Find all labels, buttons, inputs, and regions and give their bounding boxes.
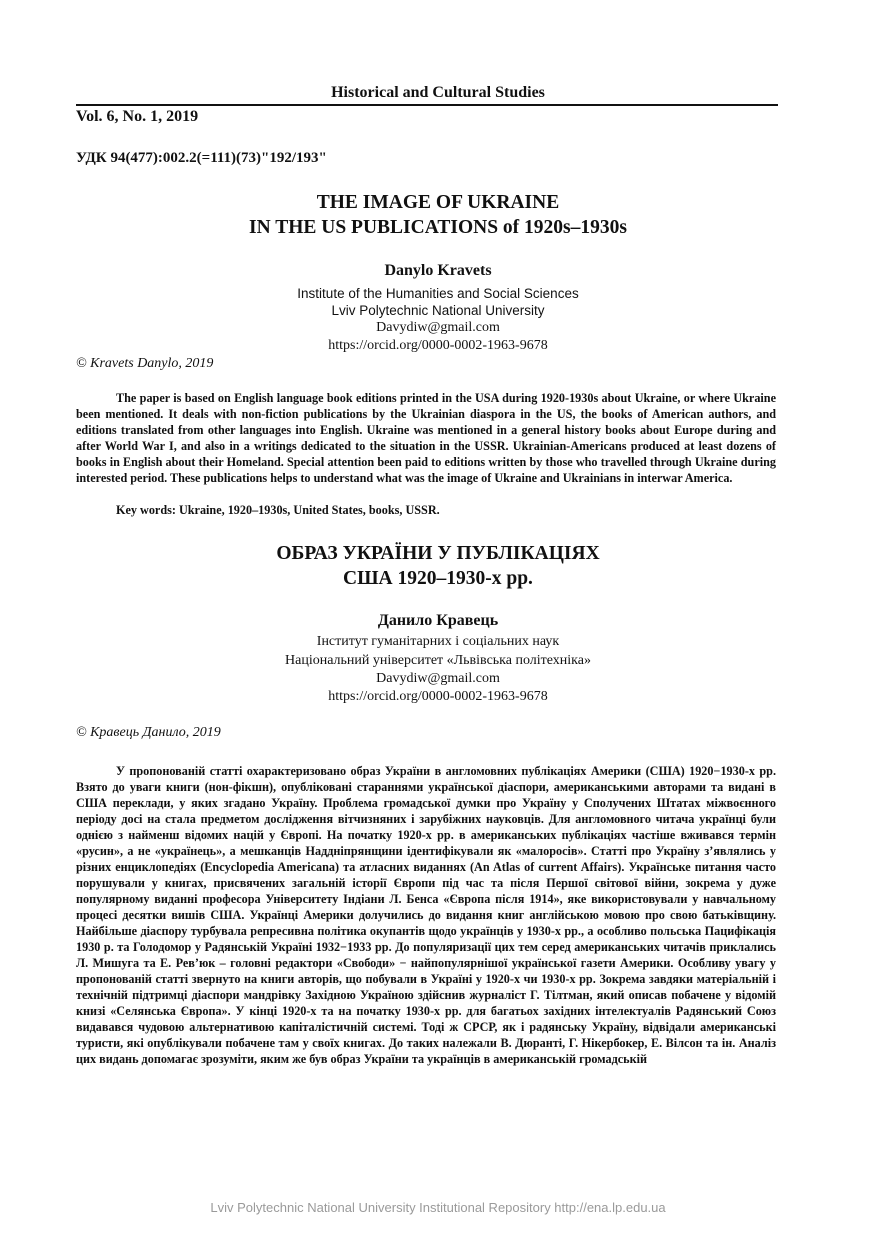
english-university: Lviv Polytechnic National University (331, 303, 545, 318)
udk-code: УДК 94(477):002.2(=111)(73)"192/193" (76, 150, 327, 166)
english-orcid: https://orcid.org/0000-0002-1963-9678 (328, 338, 548, 353)
ukrainian-university: Національний університет «Львівська політехніка» (285, 653, 591, 668)
ukrainian-copyright: © Кравець Данило, 2019 (76, 725, 221, 740)
ukrainian-abstract: У пропонованій статті охарактеризовано образ України в англомовних публікаціях Америки (США) 1920−1930-х рр. Взято до уваги книги (нон-фікшн), опубліковані стараннями української діаспори, американськими авторами та видані в США переклади, у яких згадано Україну. Проблема громадської думки про Україну у Сполучених Штатах міжвоєнного періоду досі на стала предметом дослідження вітчизняних і зарубіжних науковців. Для англомовного читача українці були однією з найменш відомих націй у Європі. На початку 1920-х рр. в американських публікаціях частіше вживався термін «русин», а не «українець», а мешканців Наддніпрянщини ідентифікували як «малоросів». Статті про Україну з’являлись у різних енциклопедіях (Encyclopedia Americana) та атласних виданнях (An Atlas of current Affairs). Українське питання часто порушували у книгах, присвячених загальній історії Європи під час та після Першої світової війни, зокрема у дуже популярному виданні професора Університету Індіани Л. Бенса «Європа після 1914», яке використовували у навчальному процесі десятки вишів США. Українці Америки долучились до видання книг англійською мовою про свою батьківщину. Найбільше діаспору турбувала репресивна політика окупантів щодо українців у 1930-х рр., а особливо польська Пацифікація 1930 р. та Голодомор у Радянській Україні 1932−1933 рр. До популяризації цих тем серед американських читачів приклались Л. Мишуга та Е. Рев’юк – головні редактори «Свободи» − найпопулярнішої української газети Америки. Особливу увагу у пропонованій статті звернуто на книги авторів, що побували в Україні у 1920-х чи 1930-х рр. Зокрема завдяки матеріальній і технічній підтримці діаспори мандрівку Західною Україною здійснив журналіст Г. Тілтман, який описав побачене у відомій книзі «Селянська Європа». У кінці 1920-х та на початку 1930-х рр. для багатьох західних інтелектуалів Радянський Союз видавався чудовою альтернативою капіталістичній системі. Тоді ж СРСР, як і радянську Україну, відвідали американські туристи, які опублікували побачене там у своїх книгах. До таких належали В. Дюранті, Г. Нікербокер, Е. Вілсон та ін. Аналіз цих видань допомагає зрозуміти, яким же був образ України та українців в американській громадській (76, 764, 776, 1066)
journal-title: Historical and Cultural Studies (331, 84, 545, 101)
ukrainian-title-line1: ОБРАЗ УКРАЇНИ У ПУБЛІКАЦІЯХ (276, 543, 600, 564)
volume-info: Vol. 6, No. 1, 2019 (76, 108, 199, 125)
english-keywords: Key words: Ukraine, 1920–1930s, United States, books, USSR. (116, 503, 440, 517)
english-title-line1: THE IMAGE OF UKRAINE (316, 192, 560, 213)
english-abstract: The paper is based on English language book editions printed in the USA during 1920-1930s about Ukraine, or where Ukraine been mentioned. It deals with non-fiction publications by the Ukrainian diaspora in the US, the books of American authors, and editions translated from other languages into English. Ukraine was mentioned in a general history books about Europe during and after World War I, and also in a writings dedicated to the situation in the USSR. Ukrainian-Americans produced at least dozens of books in English about their Homeland. Special attention been paid to editions written by those who travelled through Ukraine during interested period. These publications helps to understand what was the image of Ukraine and Ukrainians in interwar America. (76, 391, 776, 485)
ukrainian-author: Данило Кравець (377, 612, 499, 629)
english-title-line2: IN THE US PUBLICATIONS of 1920s–1930s (249, 217, 627, 238)
ukrainian-orcid: https://orcid.org/0000-0002-1963-9678 (328, 689, 548, 704)
ukrainian-title-line2: США 1920–1930-х рр. (343, 568, 533, 589)
english-author: Danylo Kravets (384, 262, 492, 279)
english-copyright: © Kravets Danylo, 2019 (76, 356, 214, 371)
ukrainian-email: Davydiw@gmail.com (376, 671, 500, 686)
header-rule (76, 104, 778, 106)
ukrainian-institute: Інститут гуманітарних і соціальних наук (316, 634, 560, 649)
repository-footer: Lviv Polytechnic National University Institutional Repository http://ena.lp.edu.ua (210, 1200, 666, 1215)
english-email: Davydiw@gmail.com (376, 320, 500, 335)
english-institute: Institute of the Humanities and Social Sciences (297, 286, 579, 301)
